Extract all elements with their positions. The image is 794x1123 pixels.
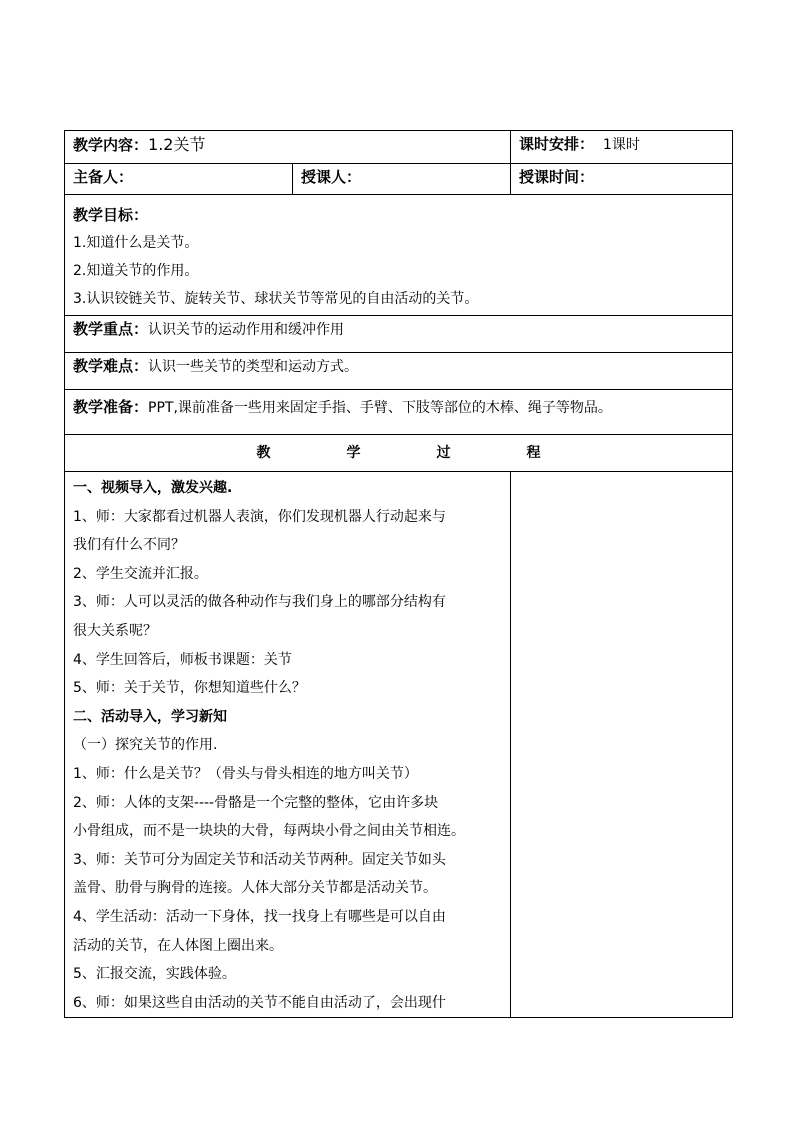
process-title-char: 程 [526, 444, 541, 461]
objectives-cell [65, 195, 733, 316]
schedule-value: 1课时 [602, 137, 640, 153]
objective-item: 2.知道关节的作用。 [73, 263, 199, 279]
people-row [65, 164, 733, 195]
difficulties-cell [65, 353, 733, 390]
difficulties-row [65, 353, 733, 390]
objectives-label: 教学目标： [73, 206, 149, 224]
step-line: 6、师：如果这些自由活动的关节不能自由活动了，会出现什 [73, 994, 446, 1011]
content-label: 教学内容： [73, 136, 149, 154]
teacher-label: 授课人： [301, 168, 362, 186]
content-cell [65, 131, 511, 164]
objective-item: 3.认识铰链关节、旋转关节、球状关节等常见的自由活动的关节。 [73, 291, 479, 307]
process-body-row [65, 472, 733, 1018]
step-line: 我们有什么不同？ [73, 537, 185, 554]
teacher-cell [293, 164, 511, 195]
key-points-label: 教学重点： [73, 320, 149, 338]
content-value: 1.2关节 [148, 135, 206, 154]
notes-column [511, 472, 733, 1018]
section-heading: 二、活动导入，学习新知 [73, 708, 227, 725]
difficulties-label: 教学难点： [73, 357, 149, 375]
step-line: 2、学生交流并汇报。 [73, 565, 208, 582]
objectives-row [65, 195, 733, 316]
step-line: 3、师：关节可分为固定关节和活动关节两种。固定关节如头 [73, 851, 446, 868]
step-line: 盖骨、肋骨与胸骨的连接。人体大部分关节都是活动关节。 [73, 880, 437, 897]
schedule-cell [511, 131, 733, 164]
header-row [65, 131, 733, 164]
key-points-value: 认识关节的运动作用和缓冲作用 [148, 322, 345, 338]
difficulties-value: 认识一些关节的类型和运动方式。 [148, 359, 359, 375]
process-title-row [65, 435, 733, 472]
step-line: 4、学生活动：活动一下身体，找一找身上有哪些是可以自由 [73, 908, 446, 925]
process-title-char: 学 [346, 444, 361, 461]
process-steps-cell [65, 472, 511, 1018]
preparation-cell [65, 390, 733, 435]
schedule-label: 课时安排： [519, 135, 595, 153]
lesson-plan-sheet [64, 130, 732, 1018]
preparation-value: PPT,课前准备一些用来固定手指、手臂、下肢等部位的木棒、绳子等物品。 [148, 400, 612, 416]
process-title-char: 教 [256, 444, 271, 461]
step-line: 小骨组成，而不是一块块的大骨，每两块小骨之间由关节相连。 [73, 823, 465, 840]
step-line: 2、师：人体的支架----骨骼是一个完整的整体，它由许多块 [73, 794, 439, 811]
step-line: 5、师：关于关节，你想知道些什么？ [73, 680, 306, 697]
key-points-row [65, 316, 733, 353]
step-line: 5、汇报交流，实践体验。 [73, 966, 236, 983]
step-line: 1、师：大家都看过机器人表演，你们发现机器人行动起来与 [73, 508, 446, 525]
preparation-row [65, 390, 733, 435]
time-cell [511, 164, 733, 195]
section-heading: 一、视频导入，激发兴趣. [73, 480, 233, 496]
step-line: 3、师：人可以灵活的做各种动作与我们身上的哪部分结构有 [73, 594, 446, 611]
lesson-plan-table [64, 130, 733, 1018]
step-line: （一）探究关节的作用. [73, 737, 218, 754]
preparation-label: 教学准备： [73, 398, 149, 416]
preparer-label: 主备人： [73, 168, 134, 186]
key-points-cell [65, 316, 733, 353]
step-line: 很大关系呢？ [73, 622, 157, 639]
process-title-char: 过 [436, 444, 451, 461]
objective-item: 1.知道什么是关节。 [73, 235, 199, 251]
step-line: 1、师：什么是关节？（骨头与骨头相连的地方叫关节） [73, 765, 418, 782]
preparer-cell [65, 164, 293, 195]
process-title-cell [65, 435, 733, 472]
time-label: 授课时间： [519, 168, 595, 186]
step-line: 4、学生回答后，师板书课题：关节 [73, 651, 292, 668]
step-line: 活动的关节，在人体图上圈出来。 [73, 937, 283, 954]
